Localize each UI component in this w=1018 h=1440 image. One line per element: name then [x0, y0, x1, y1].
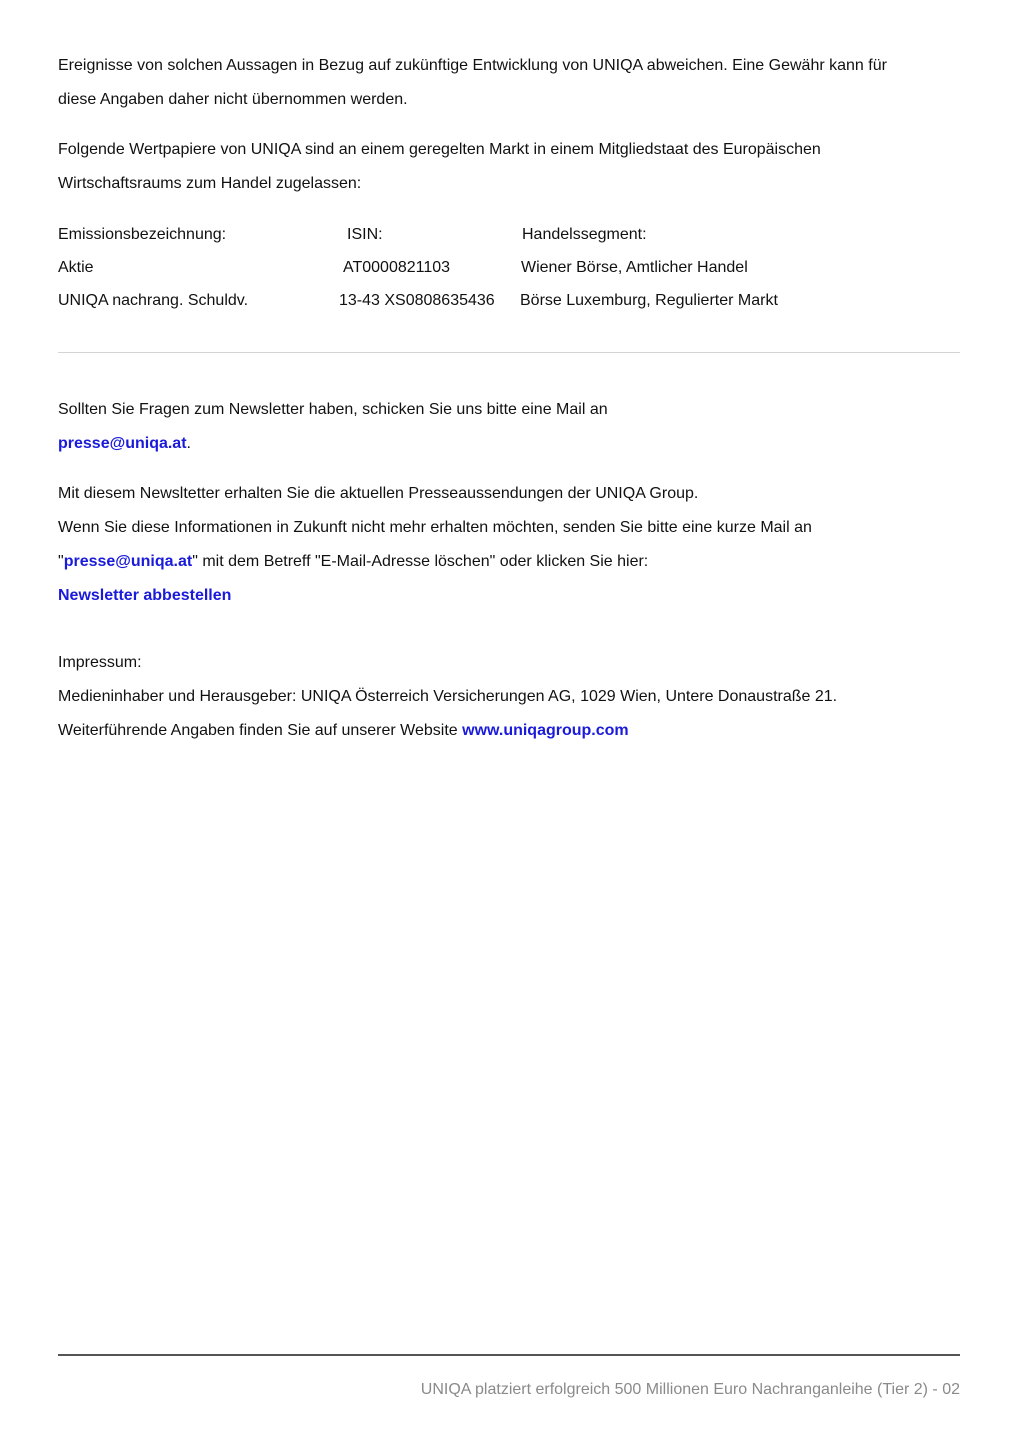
- contact-email-line: [58, 434, 191, 454]
- impressum-heading: Impressum:: [58, 654, 142, 671]
- contact-period: .: [186, 435, 191, 452]
- table-cell-isin: 13-43 XS0808635436: [339, 292, 495, 309]
- impressum-line-1: Medieninhaber und Herausgeber: UNIQA Österreich Versicherungen AG, 1029 Wien, Untere Donaustraße 21.: [58, 688, 838, 705]
- presse-email-link-2[interactable]: presse@uniqa.at: [63, 553, 193, 570]
- newsletter-line-1: Mit diesem Newsltetter erhalten Sie die aktuellen Presseaussendungen der UNIQA Group.: [58, 485, 699, 502]
- unsubscribe-link[interactable]: Newsletter abbestellen: [58, 587, 232, 604]
- securities-intro-line-1: Folgende Wertpapiere von UNIQA sind an einem geregelten Markt in einem Mitgliedstaat des Europäischen: [58, 141, 821, 158]
- footer-rule: [58, 1354, 960, 1356]
- intro-line-2: diese Angaben daher nicht übernommen werden.: [58, 91, 408, 108]
- table-header-emission: Emissionsbezeichnung:: [58, 226, 227, 243]
- impressum-website-text: Weiterführende Angaben finden Sie auf unserer Website: [58, 722, 463, 739]
- contact-line: Sollten Sie Fragen zum Newsletter haben, schicken Sie uns bitte eine Mail an: [58, 401, 608, 418]
- intro-line-1: Ereignisse von solchen Aussagen in Bezug auf zukünftige Entwicklung von UNIQA abweichen. Eine Gewähr kann für: [58, 57, 887, 74]
- newsletter-line-3-rest: " mit dem Betreff "E-Mail-Adresse löschen" oder klicken Sie hier:: [192, 553, 649, 570]
- table-header-isin: ISIN:: [347, 226, 383, 243]
- table-cell-segment: Wiener Börse, Amtlicher Handel: [521, 259, 748, 276]
- table-cell-segment: Börse Luxemburg, Regulierter Markt: [520, 292, 778, 309]
- table-cell-isin: AT0000821103: [343, 259, 451, 276]
- website-link[interactable]: www.uniqagroup.com: [462, 722, 629, 739]
- section-divider: [58, 352, 960, 353]
- impressum-line-2: [58, 721, 629, 741]
- newsletter-line-3: [58, 552, 648, 572]
- presse-email-link[interactable]: presse@uniqa.at: [58, 435, 187, 452]
- quote-open: ": [58, 553, 64, 570]
- securities-intro-line-2: Wirtschaftsraums zum Handel zugelassen:: [58, 175, 362, 192]
- table-header-segment: Handelssegment:: [522, 226, 647, 243]
- footer-text: UNIQA platziert erfolgreich 500 Millionen Euro Nachranganleihe (Tier 2) - 02: [420, 1381, 960, 1398]
- newsletter-line-2: Wenn Sie diese Informationen in Zukunft nicht mehr erhalten möchten, senden Sie bitte eine kurze Mail an: [58, 519, 812, 536]
- newsletter-unsubscribe-row: [58, 586, 231, 606]
- table-cell-name: UNIQA nachrang. Schuldv.: [58, 292, 249, 309]
- table-cell-name: Aktie: [58, 259, 94, 276]
